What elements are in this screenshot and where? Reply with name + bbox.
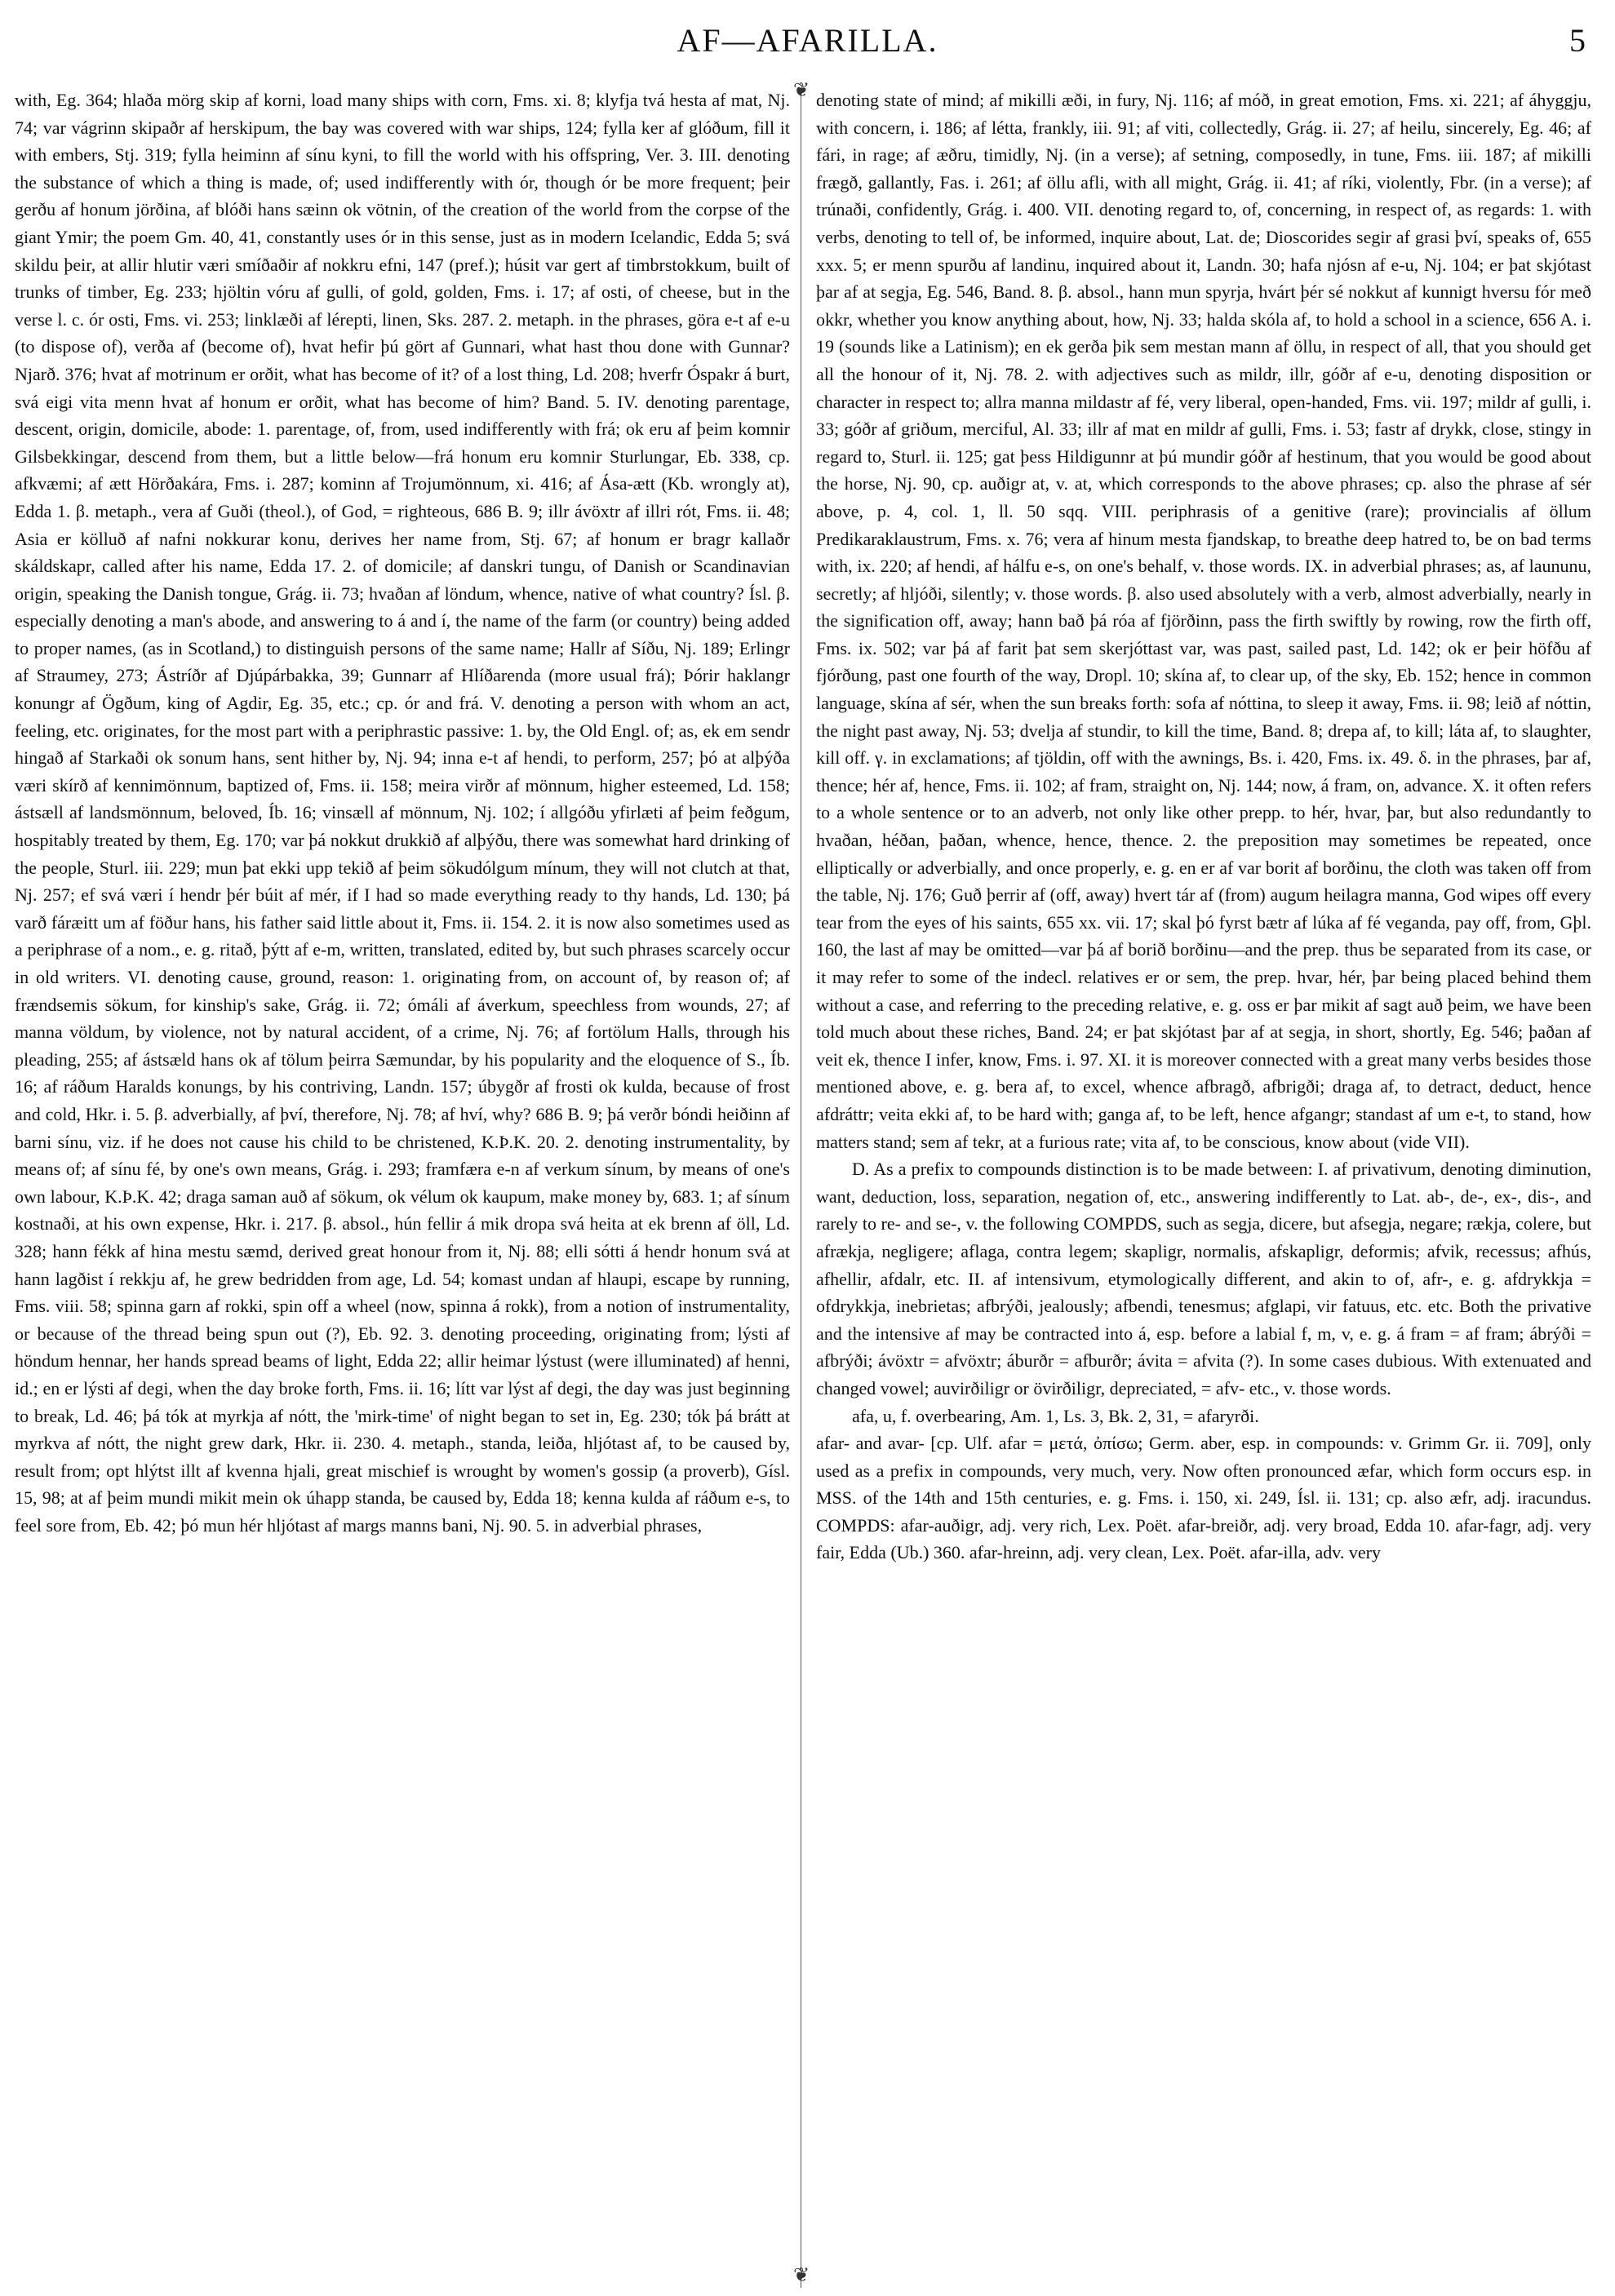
- entry-text: D. As a prefix to compounds distinction is to be made between: I. af privativum, denoting diminution, want, deduction, loss, separation, negation of, etc., answering indifferently to Lat. ab-, de-, ex-, dis-, and rarely to re- and se-, v. the following COMPDS, such as segja, dicere, but afsegja, negare; rækja, colere, but afrækja, negligere; aflaga, contra legem; skapligr, normalis, afskapligr, deformis; afvik, recessus; afhús, afhellir, afdalr, etc. II. af intensivum, etymologically different, and akin to of, afr-, e. g. afdrykkja = ofdrykkja, inebrietas; afbrýði, jealously; afbendi, tenesmus; afglapi, vir fatuus, etc. etc. Both the privative and the intensive af may be contracted into á, esp. before a labial f, m, v, e. g. á fram = af fram; ábrýði = afbrýði; ávöxtr = afvöxtr; áburðr = afburðr; ávita = afvita (?). In some cases dubious. With extenuated and changed vowel; auvirðiligr or övirðiligr, depreciated, = afv- etc., v. those words.: [816, 1159, 1591, 1398]
- ornament-top-icon: ❦: [792, 78, 810, 101]
- left-column: [15, 86, 790, 2257]
- right-column: [816, 86, 1591, 2257]
- entry-text: afar- and avar- [cp. Ulf. afar = μετά, ὀπίσω; Germ. aber, esp. in compounds: v. Grimm Gr. ii. 709], only used as a prefix in compounds, very much, very. Now often pronounced æfar, which form occurs esp. in MSS. of the 14th and 15th centuries, e. g. Fms. i. 150, xi. 249, Ísl. ii. 131; cp. also æfr, adj. iracundus. COMPDS: afar-auðigr, adj. very rich, Lex. Poët. afar-breiðr, adj. very broad, Edda 10. afar-fagr, adj. very fair, Edda (Ub.) 360. afar-hreinn, adj. very clean, Lex. Poët. afar-illa, adv. very: [816, 1433, 1591, 1563]
- entry-text: afa, u, f. overbearing, Am. 1, Ls. 3, Bk. 2, 31, = afaryrði.: [852, 1405, 1259, 1426]
- running-head: AF—AFARILLA.: [677, 22, 938, 59]
- page-header: [0, 18, 1615, 67]
- ornament-bottom-icon: ❦: [792, 2263, 810, 2286]
- page-number: 5: [1569, 22, 1586, 59]
- entry-text: with, Eg. 364; hlaða mörg skip af korni, load many ships with corn, Fms. xi. 8; klyfja tvá hesta af mat, Nj. 74; var vágrinn skipaðr af herskipum, the bay was covered with war ships, 124; fylla ker af glóðum, fill it with embers, Stj. 319; fylla heiminn af sínu kyni, to fill the world with his offspring, Ver. 3. III. denoting the substance of which a thing is made, of; used indifferently with ór, though ór be more frequent; þeir gerðu af honum jörðina, af blóði hans sæinn ok vötnin, of the creation of the world from the corpse of the giant Ymir; the poem Gm. 40, 41, constantly uses ór in this sense, just as in modern Icelandic, Edda 5; svá skildu þeir, at allir hlutir væri smíðaðir af nokkru efni, 147 (pref.); húsit var gert af timbrstokkum, built of trunks of timber, Eg. 233; hjöltin vóru af gulli, of gold, golden, Fms. i. 17; af osti, of cheese, but in the verse l. c. ór osti, Fms. vi. 253; linklæði af lérepti, linen, Sks. 287. 2. metaph. in the phrases, göra e-t af e-u (to dispose of), verða af (become of), hvat hefir þú gört af Gunnari, what hast thou done with Gunnar? Njarð. 376; hvat af motrinum er orðit, what has become of it? of a lost thing, Ld. 208; hverfr Óspakr á burt, svá eigi vita menn hvat af honum er orðit, what has become of him? Band. 5. IV. denoting parentage, descent, origin, domicile, abode: 1. parentage, of, from, used indifferently with frá; ok eru af þeim komnir Gilsbekkingar, descend from them, but a little below—frá honum eru komnir Sturlungar, Eb. 338, cp. afkvæmi; af ætt Hörðakára, Fms. i. 287; kominn af Trojumönnum, xi. 416; af Ása-ætt (Kb. wrongly at), Edda 1. β. metaph., vera af Guði (theol.), of God, = righteous, 686 B. 9; illr ávöxtr af illri rót, Fms. ii. 48; Asia er kölluð af nafni nokkurar konu, derives her name from, Stj. 67; af honum er bragr kallaðr skáldskapr, called after his name, Edda 17. 2. of domicile; af danskri tungu, of Danish or Scandinavian origin, speaking the Danish tongue, Grág. ii. 73; hvaðan af löndum, whence, native of what country? Ísl. β. especially denoting a man's abode, and answering to á and í, the name of the farm (or country) being added to proper names, (as in Scotland,) to distinguish persons of the same name; Hallr af Síðu, Nj. 189; Erlingr af Straumey, 273; Ástríðr af Djúpárbakka, 39; Gunnarr af Hlíðarenda (more usual frá); Þórir haklangr konungr af Ögðum, king of Agdir, Eg. 35, etc.; cp. ór and frá. V. denoting a person with whom an act, feeling, etc. originates, for the most part with a periphrastic passive: 1. by, the Old Engl. of; as, ek em sendr hingað af Starkaði ok sonum hans, sent hither by, Nj. 94; inna e-t af hendi, to perform, 257; þó at alþýða væri skírð af kennimönnum, baptized of, Fms. ii. 158; meira virðr af mönnum, higher esteemed, Ld. 158; ástsæll af landsmönnum, beloved, Íb. 16; vinsæll af mönnum, Nj. 102; í allgóðu yfirlæti af þeim feðgum, hospitably treated by them, Eg. 170; var þá nokkut drukkið af alþýðu, there was somewhat hard drinking of the people, Sturl. iii. 229; mun þat ekki upp tekið af þeim sökudólgum mínum, they will not clutch at that, Nj. 257; ef svá væri í hendr þér búit af mér, if I had so made everything ready to thy hands, Ld. 130; þá varð fáræitt um af föður hans, his father said little about it, Fms. ii. 154. 2. it is now also sometimes used as a periphrase of a nom., e. g. ritað, þýtt af e-m, written, translated, edited by, but such phrases scarcely occur in old writers. VI. denoting cause, ground, reason: 1. originating from, on account of, by reason of; af frændsemis sökum, for kinship's sake, Grág. ii. 72; ómáli af áverkum, speechless from wounds, 27; af manna völdum, by violence, not by natural accident, of a crime, Nj. 76; af fortölum Halls, through his pleading, 255; af ástsæld hans ok af tölum þeirra Sæmundar, by his popularity and the eloquence of S., Íb. 16; af ráðum Haralds konungs, by his contriving, Landn. 157; úbygðr af frosti ok kulda, because of frost and cold, Hkr. i. 5. β. adverbially, af því, therefore, Nj. 78; af hví, why? 686 B. 9; þá verðr bóndi heiðinn af barni sínu, viz. if he does not cause his child to be christened, K.Þ.K. 20. 2. denoting instrumentality, by means of; af sínu fé, by one's own means, Grág. i. 293; framfæra e-n af verkum sínum, by means of one's own labour, K.Þ.K. 42; draga saman auð af sökum, ok vélum ok kaupum, make money by, 683. 1; af sínum kostnaði, at his own expense, Hkr. i. 217. β. absol., hún fellir á mik dropa svá heita at ek brenn af öll, Ld. 328; hann fékk af hina mestu sæmd, derived great honour from it, Nj. 88; elli sótti á hendr honum svá at hann lagðist í rekkju af, he grew bedridden from age, Ld. 54; komast undan af hlaupi, escape by running, Fms. viii. 58; spinna garn af rokki, spin off a wheel (now, spinna á rokk), from a notion of instrumentality, or because of the thread being spun out (?), Eb. 92. 3. denoting proceeding, originating from; lýsti af höndum hennar, her hands spread beams of light, Edda 22; allir heimar lýstust (were illuminated) af henni, id.; en er lýsti af degi, when the day broke forth, Fms. ii. 16; lítt var lýst af degi, the day was just beginning to break, Ld. 46; þá tók at myrkja af nótt, the 'mirk-time' of night began to set in, Eg. 230; tók þá brátt at myrkva af nótt, the night grew dark, Hkr. ii. 230. 4. metaph., standa, leiða, hljótast af, to be caused by, result from; opt hlýtst illt af kvenna hjali, great mischief is wrought by women's gossip (a proverb), Gísl. 15, 98; at af þeim mundi mikit mein ok úhapp standa, be caused by, Edda 18; kenna kulda af ráðum e-s, to feel sore from, Eb. 42; þó mun hér hljótast af margs manns bani, Nj. 90. 5. in adverbial phrases,: [15, 90, 790, 1536]
- entry-text: denoting state of mind; af mikilli æði, in fury, Nj. 116; af móð, in great emotion, Fms. xi. 221; af áhyggju, with concern, i. 186; af létta, frankly, iii. 91; af viti, collectedly, Grág. ii. 27; af heilu, sincerely, Eg. 46; af fári, in rage; af æðru, timidly, Nj. (in a verse); af setning, composedly, in tune, Fms. iii. 187; af mikilli frægð, gallantly, Fas. i. 261; af öllu afli, with all might, Grág. ii. 41; af ríki, violently, Fbr. (in a verse); af trúnaði, confidently, Grág. i. 400. VII. denoting regard to, of, concerning, in respect of, as regards: 1. with verbs, denoting to tell of, be informed, inquire about, Lat. de; Dioscorides segir af grasi því, speaks of, 655 xxx. 5; er menn spurðu af landinu, inquired about it, Landn. 30; hafa njósn af e-u, Nj. 104; er þat skjótast þar af at segja, Eg. 546, Band. 8. β. absol., hann mun spyrja, hvárt þér sé nokkut af kunnigt hversu fór með okkr, whether you know anything about, how, Nj. 33; halda skóla af, to hold a school in a science, 656 A. i. 19 (sounds like a Latinism); en ek gerða þik sem mestan mann af öllu, in respect of all, that you should get all the honour of it, Nj. 78. 2. with adjectives such as mildr, illr, góðr af e-u, denoting disposition or character in respect to; allra manna mildastr af fé, very liberal, open-handed, Fms. vii. 197; mildr af gulli, i. 33; góðr af griðum, merciful, Al. 33; illr af mat en mildr af gulli, Fms. i. 53; fastr af drykk, close, stingy in regard to, Sturl. ii. 125; gat þess Hildigunnr at þú mundir góðr af hestinum, that you would be good about the horse, Nj. 90, cp. auðigr at, v. at, which corresponds to the above phrases; cp. also the phrase af sér above, p. 4, col. 1, ll. 50 sqq. VIII. periphrasis of a genitive (rare); provincialis af öllum Predikaraklaustrum, Fms. x. 76; vera af hinum mesta fjandskap, to breathe deep hatred to, be on bad terms with, ix. 220; af hendi, af hálfu e-s, on one's behalf, v. those words. IX. in adverbial phrases; as, af laununu, secretly; af hljóði, silently; v. those words. β. also used absolutely with a verb, almost adverbially, nearly in the signification off, away; hann bað þá róa af fjörðinn, pass the firth swiftly by rowing, row the firth off, Fms. ix. 502; var þá af farit þat sem skerjóttast var, was past, sailed past, Ld. 142; ok er þeir höfðu af fjórðung, past one fourth of the way, Dropl. 10; skína af, to clear up, of the sky, Eb. 152; hence in common language, skína af sér, when the sun breaks forth: sofa af nóttina, to sleep it away, Fms. ii. 98; leið af nóttin, the night past away, Nj. 53; dvelja af stundir, to kill the time, Band. 8; drepa af, to kill; láta af, to slaughter, kill off. γ. in exclamations; af tjöldin, off with the awnings, Bs. i. 420, Fms. ix. 49. δ. in the phrases, þar af, thence; hér af, hence, Fms. ii. 102; af fram, straight on, Nj. 144; now, á fram, on, advance. X. it often refers to a whole sentence or to an adverb, not only like other prepp. to hér, hvar, þar, but also redundantly to hvaðan, héðan, þaðan, whence, hence, thence. 2. the preposition may sometimes be repeated, once elliptically or adverbially, and once properly, e. g. en er af var borit af borðinu, the cloth was taken off from the table, Nj. 176; Guð þerrir af (off, away) hvert tár af (from) augum heilagra manna, God wipes off every tear from the eyes of his saints, 655 xx. vii. 17; skal þó fyrst bætr af lúka af fé veganda, pay off, from, Gþl. 160, the last af may be omitted—var þá af borið borðinu—and the prep. thus be separated from its case, or it may refer to some of the indecl. relatives er or sem, the prep. hvar, hér, þar being placed behind them without a case, and referring to the preceding relative, e. g. oss er þar mikit af sagt auð þeim, we have been told much about these riches, Band. 24; er þat skjótast þar af at segja, in short, shortly, Eg. 546; þaðan af veit ek, thence I infer, know, Fms. i. 97. XI. it is moreover connected with a great many verbs besides those mentioned above, e. g. bera af, to excel, whence afbragð, afbrigði; draga af, to detract, deduct, hence afdráttr; veita ekki af, to be hard with; ganga af, to be left, hence afgangr; standast af um e-t, to stand, how matters stand; sem af tekr, at a furious rate; vita af, to be conscious, know about (vide VII).: [816, 90, 1591, 1152]
